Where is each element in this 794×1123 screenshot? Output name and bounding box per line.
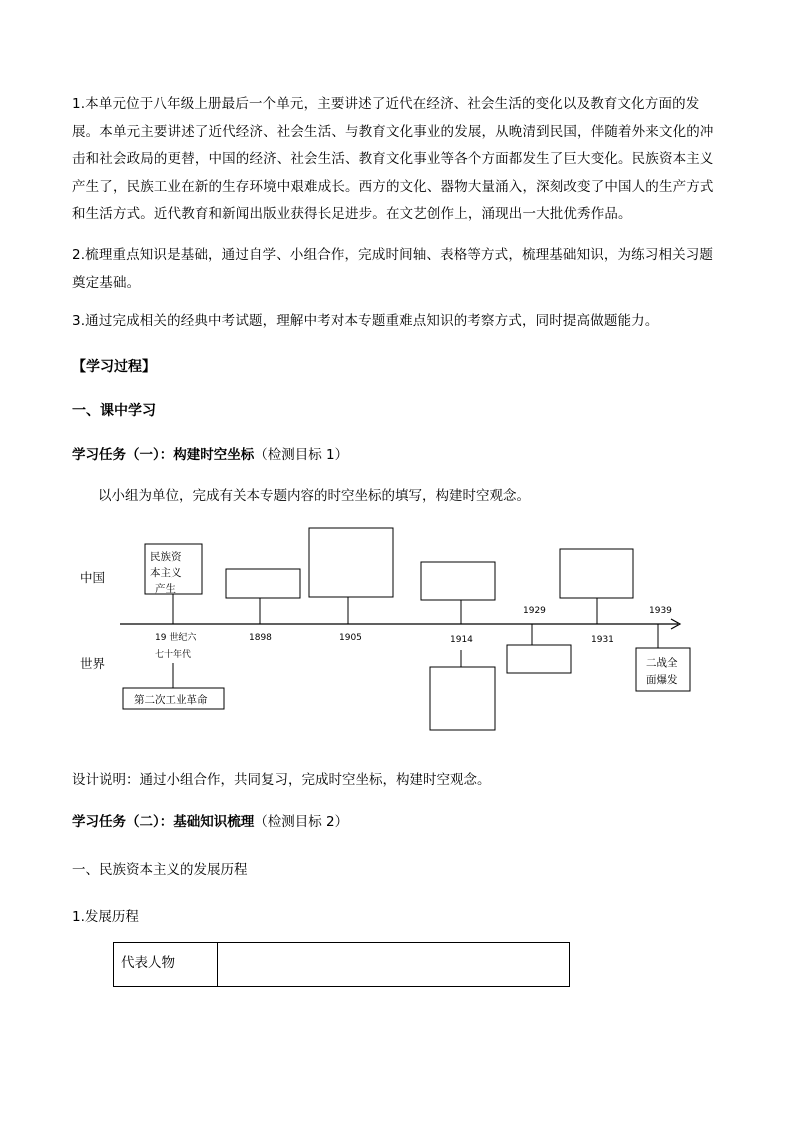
part-title: 一、课中学习 [72, 403, 156, 419]
date-1870s-line2: 七十年代 [155, 650, 192, 660]
section-title: 【学习过程】 [72, 359, 156, 375]
subheading-history: 1.发展历程 [72, 909, 139, 925]
representative-table [113, 942, 570, 987]
china-label: 中国 [80, 570, 106, 585]
date-1929: 1929 [523, 606, 546, 616]
world-label: 世界 [80, 656, 106, 671]
subheading-capitalism: 一、民族资本主义的发展历程 [72, 862, 248, 878]
date-1914: 1914 [450, 635, 473, 645]
task1-heading [72, 443, 348, 463]
box-1929-world[interactable] [507, 645, 571, 673]
box-1939-line2: 面爆发 [646, 674, 678, 686]
box-china-capitalism-line2: 本主义 [150, 567, 182, 579]
intro-paragraph-3: 3.通过完成相关的经典中考试题，理解中考对本专题重难点知识的考察方式，同时提高做题能力。 [72, 313, 659, 329]
task1-note: （检测目标 1） [254, 447, 349, 463]
date-1931: 1931 [591, 635, 614, 645]
timeline-diagram [60, 520, 710, 745]
task2-title: 学习任务（二）：基础知识梳理 [72, 814, 255, 830]
table-label-cell [114, 943, 218, 986]
task2-note: （检测目标 2） [254, 814, 349, 830]
box-1939-line1: 二战全 [646, 657, 678, 669]
task1-instruction: 以小组为单位，完成有关本专题内容的时空坐标的填写，构建时空观念。 [98, 488, 530, 504]
design-note: 设计说明：通过小组合作，共同复习，完成时空坐标，构建时空观念。 [72, 772, 491, 788]
intro-paragraph-1: 1.本单元位于八年级上册最后一个单元，主要讲述了近代在经济、社会生活的变化以及教育文化方面的发展。本单元主要讲述了近代经济、社会生活、与教育文化事业的发展，从晚清到民国，伴随着外来文化的冲击和社会政局的更替，中国的经济、社会生活、教育文化事业等各个方面都发生了巨大变化。民族资本主义产生了，民族工业在新的生存环境中艰难成长。西方的文化、器物大量涌入，深刻改变了中国人的生产方式和生活方式。近代教育和新闻出版业获得长足进步。在文艺创作上，涌现出一大批优秀作品。 [72, 96, 714, 222]
date-1905: 1905 [339, 633, 362, 643]
table-row-label: 代表人物 [121, 955, 175, 971]
date-1898: 1898 [249, 633, 272, 643]
task2-heading [72, 810, 348, 830]
date-1870s-line1: 19 世纪六 [155, 633, 197, 643]
box-1931-china[interactable] [560, 549, 633, 598]
intro-paragraph-2: 2.梳理重点知识是基础，通过自学、小组合作，完成时间轴、表格等方式，梳理基础知识，为练习相关习题奠定基础。 [72, 247, 714, 291]
box-1898[interactable] [226, 569, 300, 598]
table-answer-cell[interactable] [218, 943, 569, 986]
box-1914-china[interactable] [421, 562, 495, 600]
box-1914-world[interactable] [430, 667, 495, 730]
task1-title: 学习任务（一）：构建时空坐标 [72, 447, 255, 463]
box-world-industrial-revolution-text: 第二次工业革命 [134, 694, 208, 706]
date-1939: 1939 [649, 606, 672, 616]
box-china-capitalism-line1: 民族资 [150, 551, 182, 563]
box-1905[interactable] [309, 528, 393, 597]
box-china-capitalism-line3: 产生 [155, 583, 176, 595]
